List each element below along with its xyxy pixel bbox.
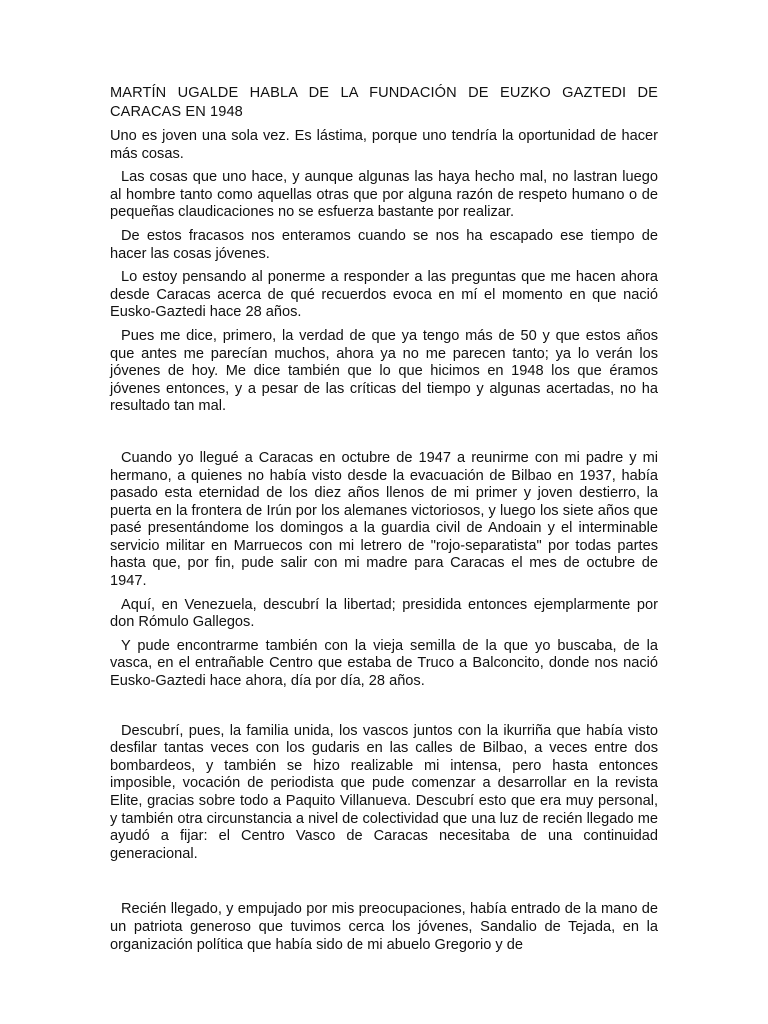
paragraph-8: Y pude encontrarme también con la vieja semilla de la que yo buscaba, de la vasca, en el entrañable Centro que estaba de Truco a Balconcito, donde nos nació Eusko-Gaztedi hace ahora, día por día, 28 años. xyxy=(110,637,658,690)
paragraph-2: Las cosas que uno hace, y aunque algunas las haya hecho mal, no lastran luego al hombre tanto como aquellas otras que por alguna razón de respeto humano o de pequeñas claudicaciones no se esfuerza bastante por realizar. xyxy=(110,169,658,221)
paragraph-gap xyxy=(110,869,658,901)
paragraph-gap xyxy=(110,697,658,723)
paragraph-4: Lo estoy pensando al ponerme a responder a las preguntas que me hacen ahora desde Caracas acerca de qué recuerdos evoca en mí el momento en que nació Eusko-Gaztedi hace 28 años. xyxy=(110,269,658,321)
paragraph-9: Descubrí, pues, la familia unida, los vascos juntos con la ikurriña que había visto desfilar tantas veces con los gudaris en las calles de Bilbao, a veces entre dos bombardeos, y también se hizo realizable mi intensa, pero hasta entonces imposible, vocación de periodista que pude comenzar a desarrollar en la revista Elite, gracias sobre todo a Paquito Villanueva. Descubrí esto que era muy personal, y también otra circunstancia a nivel de colectividad que una luz de recién llegado me ayudó a fijar: el Centro Vasco de Caracas necesitaba de una continuidad generacional. xyxy=(110,722,658,862)
paragraph-10: Recién llegado, y empujado por mis preocupaciones, había entrado de la mano de un patriota generoso que tuvimos cerca los jóvenes, Sandalio de Tejada, en la organización política que había sido de mi abuelo Gregorio y de xyxy=(110,901,658,953)
paragraph-gap xyxy=(110,422,658,450)
document-page xyxy=(110,84,658,960)
document-title: MARTÍN UGALDE HABLA DE LA FUNDACIÓN DE EUZKO GAZTEDI DE CARACAS EN 1948 xyxy=(110,85,658,120)
paragraph-1: Uno es joven una sola vez. Es lástima, porque uno tendría la oportunidad de hacer más cosas. xyxy=(110,128,658,162)
paragraph-6: Cuando yo llegué a Caracas en octubre de 1947 a reunirme con mi padre y mi hermano, a quienes no había visto desde la evacuación de Bilbao en 1937, había pasado esta eternidad de los diez años llenos de mi primer y joven destierro, la puerta en la frontera de Irún por los alemanes victoriosos, y luego los siete años que pasé presentándome los domingos a la guardia civil de Andoain y el interminable servicio militar en Marruecos con mi letrero de "rojo-separatista" por todas partes hasta que, por fin, pude salir con mi madre para Caracas el mes de octubre de 1947. xyxy=(110,449,658,590)
paragraph-5: Pues me dice, primero, la verdad de que ya tengo más de 50 y que estos años que antes me parecían muchos, ahora ya no me parecen tanto; ya lo verán los jóvenes de hoy. Me dice también que lo que hicimos en 1948 los que éramos jóvenes entonces, y a pesar de las críticas del tiempo y algunas acertadas, no ha resultado tan mal. xyxy=(110,327,658,415)
paragraph-3: De estos fracasos nos enteramos cuando se nos ha escapado ese tiempo de hacer las cosas jóvenes. xyxy=(110,227,658,262)
paragraph-7: Aquí, en Venezuela, descubrí la libertad; presidida entonces ejemplarmente por don Rómulo Gallegos. xyxy=(110,596,658,631)
